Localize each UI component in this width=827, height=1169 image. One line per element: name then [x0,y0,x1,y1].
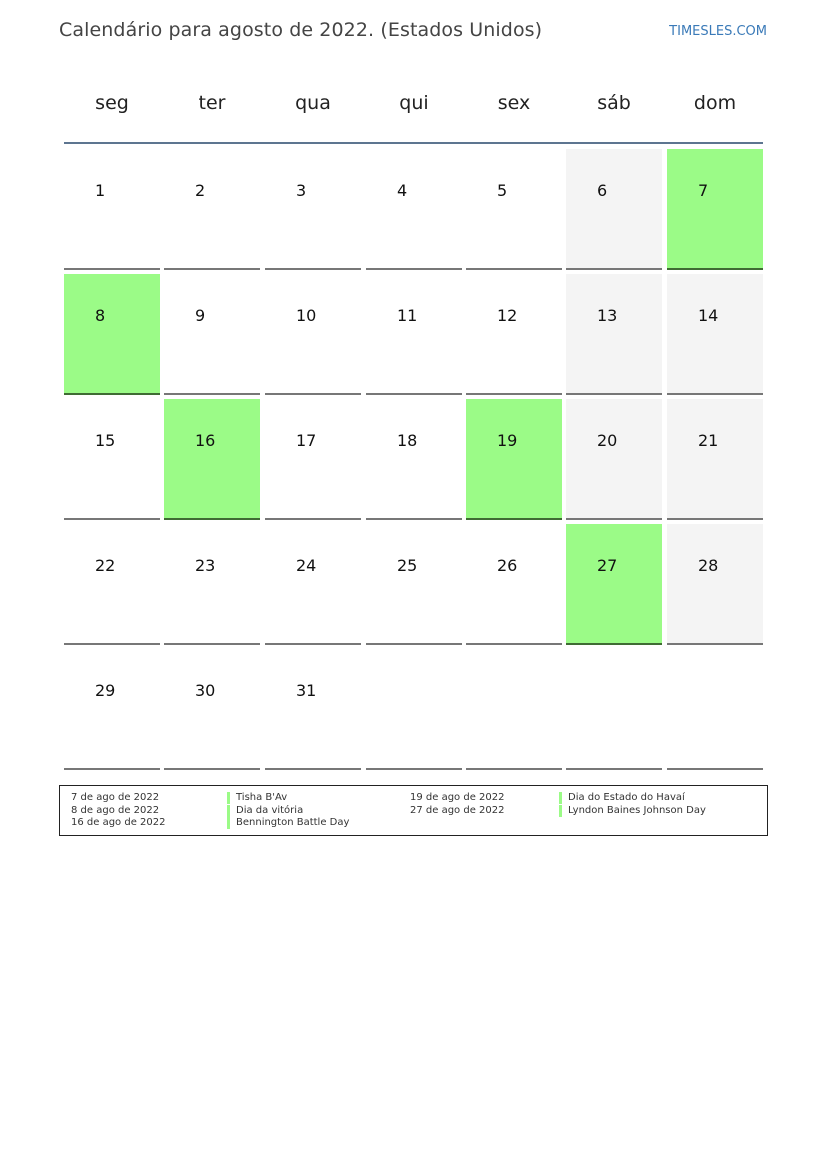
empty-day-cell [366,649,462,770]
day-cell[interactable] [566,149,662,270]
empty-day-cell [566,649,662,770]
weekday-header: sex [497,92,531,114]
day-number: 16 [195,431,216,450]
holiday-date: 7 de ago de 2022 [71,792,160,803]
holiday-name: Bennington Battle Day [227,817,349,829]
weekday-header: qua [295,92,331,114]
holiday-date: 27 de ago de 2022 [410,804,505,816]
day-cell[interactable] [265,149,361,270]
day-number: 22 [95,556,116,575]
day-number: 13 [597,306,618,325]
day-cell[interactable] [64,149,160,270]
weekday-header: seg [95,92,129,114]
empty-day-cell [466,649,562,770]
day-number: 21 [698,431,719,450]
page-title: Calendário para agosto de 2022. (Estados Unidos) [59,19,543,41]
day-number: 1 [95,181,106,200]
day-number: 5 [497,181,508,200]
holiday-name: Dia da vitória [227,805,303,817]
day-cell[interactable] [265,399,361,520]
holiday-name: Tisha B'Av [227,792,287,804]
day-cell[interactable] [164,399,260,520]
weekday-header: dom [693,92,737,114]
holiday-name: Dia do Estado do Havaí [559,792,685,804]
day-cell[interactable] [566,524,662,645]
day-number: 31 [296,681,317,700]
day-cell[interactable] [64,274,160,395]
day-cell[interactable] [667,274,763,395]
day-number: 4 [397,181,408,200]
day-number: 25 [397,556,418,575]
weekday-header: ter [198,92,226,114]
day-number: 7 [698,181,709,200]
day-number: 20 [597,431,618,450]
day-cell[interactable] [265,524,361,645]
day-cell[interactable] [164,274,260,395]
day-number: 14 [698,306,719,325]
day-number: 18 [397,431,418,450]
day-cell[interactable] [164,149,260,270]
day-cell[interactable] [64,399,160,520]
day-cell[interactable] [566,399,662,520]
holiday-date: 8 de ago de 2022 [71,804,160,816]
day-number: 8 [95,306,106,325]
day-cell[interactable] [265,649,361,770]
holiday-name: Lyndon Baines Johnson Day [559,805,706,817]
day-cell[interactable] [466,274,562,395]
day-cell[interactable] [466,524,562,645]
brand-link[interactable]: TIMESLES.COM [669,24,767,39]
day-number: 27 [597,556,618,575]
day-cell[interactable] [667,399,763,520]
day-cell[interactable] [164,649,260,770]
day-number: 9 [195,306,206,325]
weekday-header: sáb [597,92,631,114]
holiday-date: 16 de ago de 2022 [71,817,166,828]
day-number: 24 [296,556,317,575]
day-cell[interactable] [265,274,361,395]
day-cell[interactable] [466,149,562,270]
header-divider [64,142,763,144]
holiday-legend [59,785,768,836]
day-number: 10 [296,306,317,325]
day-number: 29 [95,681,116,700]
day-number: 3 [296,181,307,200]
day-cell[interactable] [366,524,462,645]
day-number: 2 [195,181,206,200]
day-number: 23 [195,556,216,575]
day-cell[interactable] [366,149,462,270]
day-cell[interactable] [64,524,160,645]
day-cell[interactable] [164,524,260,645]
day-cell[interactable] [667,524,763,645]
day-number: 19 [497,431,518,450]
day-cell[interactable] [466,399,562,520]
day-number: 26 [497,556,518,575]
day-cell[interactable] [667,149,763,270]
day-number: 6 [597,181,608,200]
day-number: 17 [296,431,317,450]
day-cell[interactable] [366,274,462,395]
day-cell[interactable] [64,649,160,770]
day-number: 30 [195,681,216,700]
day-number: 15 [95,431,116,450]
day-cell[interactable] [366,399,462,520]
day-number: 11 [397,306,418,325]
day-cell[interactable] [566,274,662,395]
day-number: 12 [497,306,518,325]
holiday-date: 19 de ago de 2022 [410,792,505,803]
empty-day-cell [667,649,763,770]
day-number: 28 [698,556,719,575]
weekday-header: qui [399,92,429,114]
